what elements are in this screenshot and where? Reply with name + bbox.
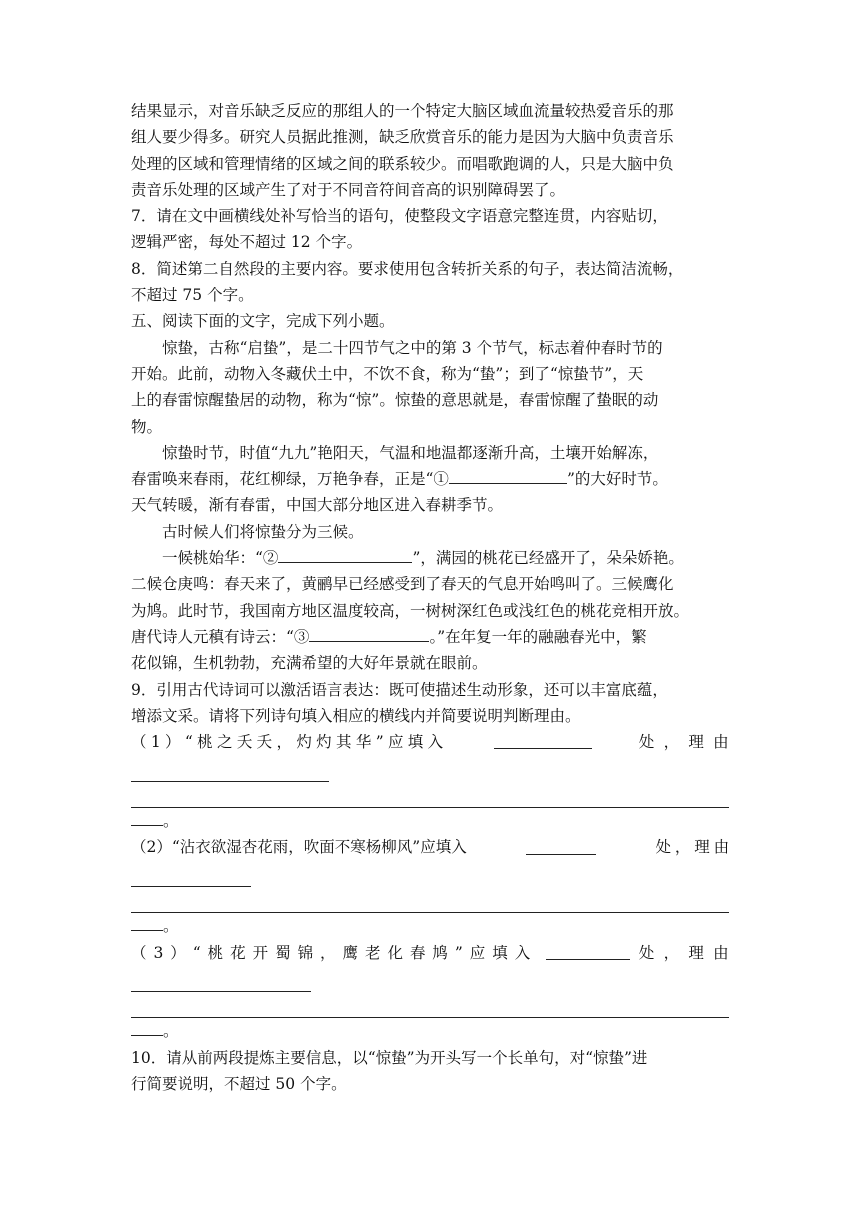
fill-position-blank-1[interactable]: [494, 731, 592, 749]
document-page: [131, 98, 738, 1097]
text-line: [131, 466, 729, 492]
answer-line[interactable]: [131, 782, 729, 808]
question-10: [131, 1045, 729, 1098]
answer-blank-2[interactable]: [278, 545, 412, 563]
reading-paragraph-1: [131, 335, 729, 440]
end-mark: 。: [163, 812, 179, 831]
fill-position-blank-2[interactable]: [526, 837, 596, 855]
text-line: 10．请从前两段提炼主要信息，以“惊蛰”为开头写一个长单句，对“惊蛰”进: [131, 1048, 648, 1067]
sub-question-3: [131, 940, 738, 966]
text-segment: 处，理由: [638, 943, 738, 962]
text-segment: 处，理由: [638, 733, 738, 752]
text-line: [131, 808, 729, 834]
intro-paragraph: [131, 98, 729, 203]
text-line: [131, 624, 729, 650]
text-line: [131, 1018, 729, 1044]
text-line: 8．简述第二自然段的主要内容。要求使用包含转折关系的句子，表达简洁流畅，: [131, 259, 684, 278]
text-line: 天气转暖，渐有春雷，中国大部分地区进入春耕季节。: [131, 496, 504, 515]
text-line: 逻辑严密，每处不超过 12 个字。: [131, 233, 363, 252]
end-mark: 。: [163, 917, 179, 936]
text-line: 开始。此前，动物入冬藏伏土中，不饮不食，称为“蛰”；到了“惊蛰节”，天: [131, 364, 644, 383]
text-segment: 春雷唤来春雨，花红柳绿，万艳争春，正是“①: [131, 470, 449, 489]
answer-line[interactable]: [131, 808, 163, 826]
reading-paragraph-4: [131, 545, 729, 676]
text-segment: ”，满园的桃花已经盛开了，朵朵娇艳。: [412, 549, 684, 568]
text-line: 不超过 75 个字。: [131, 286, 254, 305]
reading-paragraph-3: 古时候人们将惊蛰分为三候。: [162, 522, 364, 541]
question-8: [131, 256, 729, 309]
text-line: 7．请在文中画横线处补写恰当的语句，使整段文字语意完整连贯，内容贴切，: [131, 207, 668, 226]
text-line: 为鸠。此时节，我国南方地区温度较高，一树树深红色或浅红色的桃花竞相开放。: [131, 601, 690, 620]
end-mark: 。: [163, 1022, 179, 1041]
text-line: 惊蛰时节，时值“九九”艳阳天，气温和地温都逐渐升高，土壤开始解冻，: [162, 443, 659, 462]
question-9: [131, 677, 738, 1045]
text-line: 9．引用古代诗词可以激活语言表达：既可使描述生动形象，还可以丰富底蕴，: [131, 680, 668, 699]
text-line: 责音乐处理的区域产生了对于不同音符间音高的识别障碍罢了。: [131, 180, 566, 199]
text-line: 二候仓庚鸣：春天来了，黄鹂早已经感受到了春天的气息开始鸣叫了。三候鹰化: [131, 575, 674, 594]
answer-line[interactable]: [131, 913, 163, 931]
text-segment: 唐代诗人元稹有诗云：“③: [131, 627, 310, 646]
text-line: 花似锦，生机勃勃，充满希望的大好年景就在眼前。: [131, 654, 488, 673]
text-line: 惊蛰，古称“启蛰”，是二十四节气之中的第 3 个节气，标志着仲春时节的: [162, 338, 663, 357]
fill-position-blank-3[interactable]: [546, 942, 630, 960]
text-segment: 处，理由: [655, 838, 733, 857]
answer-line[interactable]: [131, 861, 251, 887]
text-line: 组人要少得多。研究人员据此推测，缺乏欣赏音乐的能力是因为大脑中负责音乐: [131, 128, 674, 147]
answer-line[interactable]: [131, 887, 729, 913]
text-line: 行简要说明，不超过 50 个字。: [131, 1074, 347, 1093]
text-segment: （1）“桃之夭夭，灼灼其华”应填入: [131, 733, 448, 752]
question-7: [131, 203, 729, 256]
answer-line[interactable]: [131, 966, 311, 992]
text-line: 物。: [131, 417, 163, 436]
answer-line[interactable]: [131, 755, 329, 781]
sub-question-2: [131, 834, 733, 860]
text-segment: （3）“桃花开蜀锦，鹰老化春鸠”应填入: [131, 943, 538, 962]
text-segment: （2）“沾衣欲湿杏花雨，吹面不寒杨柳风”应填入: [131, 838, 467, 857]
sub-question-1: [131, 729, 738, 755]
text-segment: 。”在年复一年的融融春光中，繁: [429, 627, 647, 646]
text-line: 增添文采。请将下列诗句填入相应的横线内并简要说明判断理由。: [131, 706, 581, 725]
text-line: 处理的区域和管理情绪的区域之间的联系较少。而唱歌跑调的人，只是大脑中负: [131, 154, 674, 173]
answer-line[interactable]: [131, 992, 729, 1018]
answer-line[interactable]: [131, 1018, 163, 1036]
reading-paragraph-2: [131, 440, 729, 519]
text-line: 上的春雷惊醒蛰居的动物，称为“惊”。惊蛰的意思就是，春雷惊醒了蛰眠的动: [131, 391, 659, 410]
text-line: [131, 913, 729, 939]
section-heading: 五、阅读下面的文字，完成下列小题。: [131, 312, 395, 331]
text-line: [131, 545, 729, 571]
answer-blank-1[interactable]: [449, 466, 567, 484]
text-line: 结果显示，对音乐缺乏反应的那组人的一个特定大脑区域血流量较热爱音乐的那: [131, 102, 674, 120]
answer-blank-3[interactable]: [309, 624, 429, 642]
text-segment: 一候桃始华：“②: [162, 549, 279, 568]
text-segment: ”的大好时节。: [566, 470, 668, 489]
